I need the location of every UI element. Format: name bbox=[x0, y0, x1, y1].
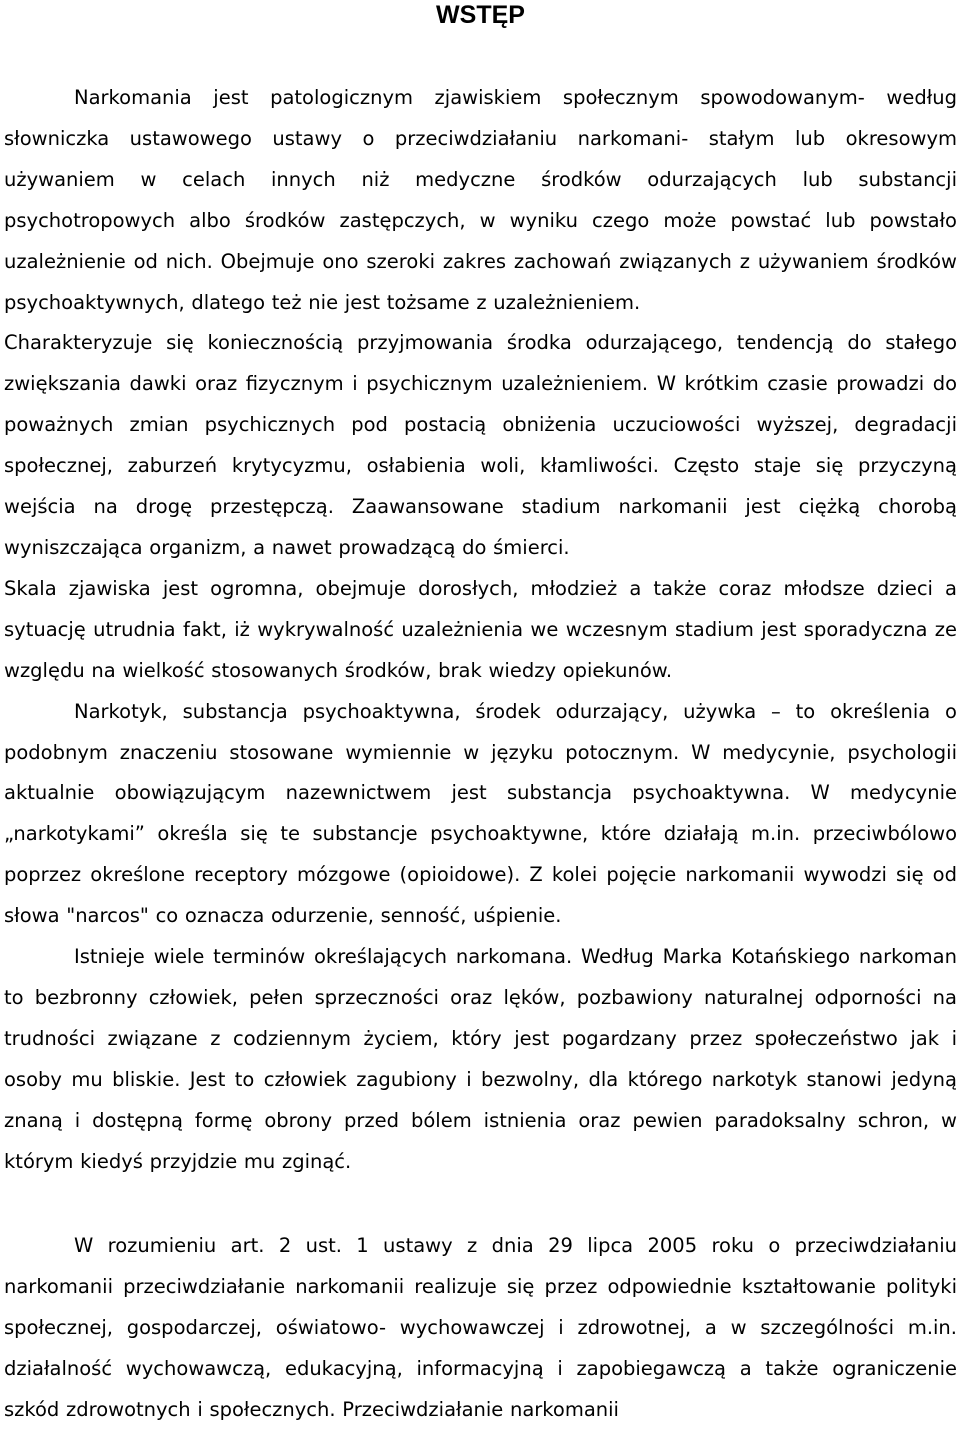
paragraph-definition: Narkomania jest patologicznym zjawiskiem społecznym spowodowanym- według słowniczka ustawowego ustawy o przeciwdziałaniu narkomani- stałym lub okresowym używaniem w celach innych niż medyczne środków odurzających lub substancji psychotropowych albo środków zastępczych, w wyniku czego może powstać lub powstało uzależnienie od nich. Obejmuje ono szeroki zakres zachowań związanych z używaniem środków psychoaktywnych, dlatego też nie jest tożsame z uzależnieniem. bbox=[4, 86, 957, 314]
text-block-main bbox=[4, 78, 957, 1182]
paragraph-addict-definition: Istnieje wiele terminów określających narkomana. Według Marka Kotańskiego narkoman to bezbronny człowiek, pełen sprzeczności oraz lęków, pozbawiony naturalnej odporności na trudności związane z codziennym życiem, który jest pogardzany przez społeczeństwo jak i osoby mu bliskie. Jest to człowiek zagubiony i bezwolny, dla którego narkotyk stanowi jedyną znaną i dostępną formę obrony przed bólem istnienia oraz pewien paradoksalny schron, w którym kiedyś przyjdzie mu zginąć. bbox=[4, 945, 957, 1173]
text-block-law bbox=[4, 1226, 957, 1431]
document-title: WSTĘP bbox=[436, 1, 525, 29]
document-page bbox=[4, 0, 957, 1421]
paragraph-scale: Skala zjawiska jest ogromna, obejmuje dorosłych, młodzież a także coraz młodsze dzieci a sytuację utrudnia fakt, iż wykrywalność uzależnienia we wczesnym stadium jest sporadyczna ze względu na wielkość stosowanych środków, brak wiedzy opiekunów. bbox=[4, 576, 957, 682]
paragraph-terminology: Narkotyk, substancja psychoaktywna, środek odurzający, używka – to określenia o podobnym znaczeniu stosowane wymiennie w języku potocznym. W medycynie, psychologii aktualnie obowiązującym nazewnictwem jest substancja psychoaktywna. W medycynie „narkotykami” określa się te substancje psychoaktywne, które działają m.in. przeciwbólowo poprzez określone receptory mózgowe (opioidowe). Z kolei pojęcie narkomanii wywodzi się od słowa "narcos" co oznacza odurzenie, senność, uśpienie. bbox=[4, 699, 957, 928]
paragraph-law: W rozumieniu art. 2 ust. 1 ustawy z dnia 29 lipca 2005 roku o przeciwdziałaniu narkomanii przeciwdziałanie narkomanii realizuje się przez odpowiednie kształtowanie polityki społecznej, gospodarczej, oświatowo- wychowawczej i zdrowotnej, a w szczególności m.in. działalność wychowawczą, edukacyjną, informacyjną i zapobiegawczą a także ograniczenie szkód zdrowotnych i społecznych. Przeciwdziałanie narkomanii bbox=[4, 1234, 957, 1421]
paragraph-characteristics: Charakteryzuje się koniecznością przyjmowania środka odurzającego, tendencją do stałego zwiększania dawki oraz fizycznym i psychicznym uzależnieniem. W krótkim czasie prowadzi do poważnych zmian psychicznych pod postacią obniżenia uczuciowości wyższej, degradacji społecznej, zaburzeń krytycyzmu, osłabienia woli, kłamliwości. Często staje się przyczyną wejścia na drogę przestępczą. Zaawansowane stadium narkomanii jest ciężką chorobą wyniszczająca organizm, a nawet prowadzącą do śmierci. bbox=[4, 331, 957, 559]
